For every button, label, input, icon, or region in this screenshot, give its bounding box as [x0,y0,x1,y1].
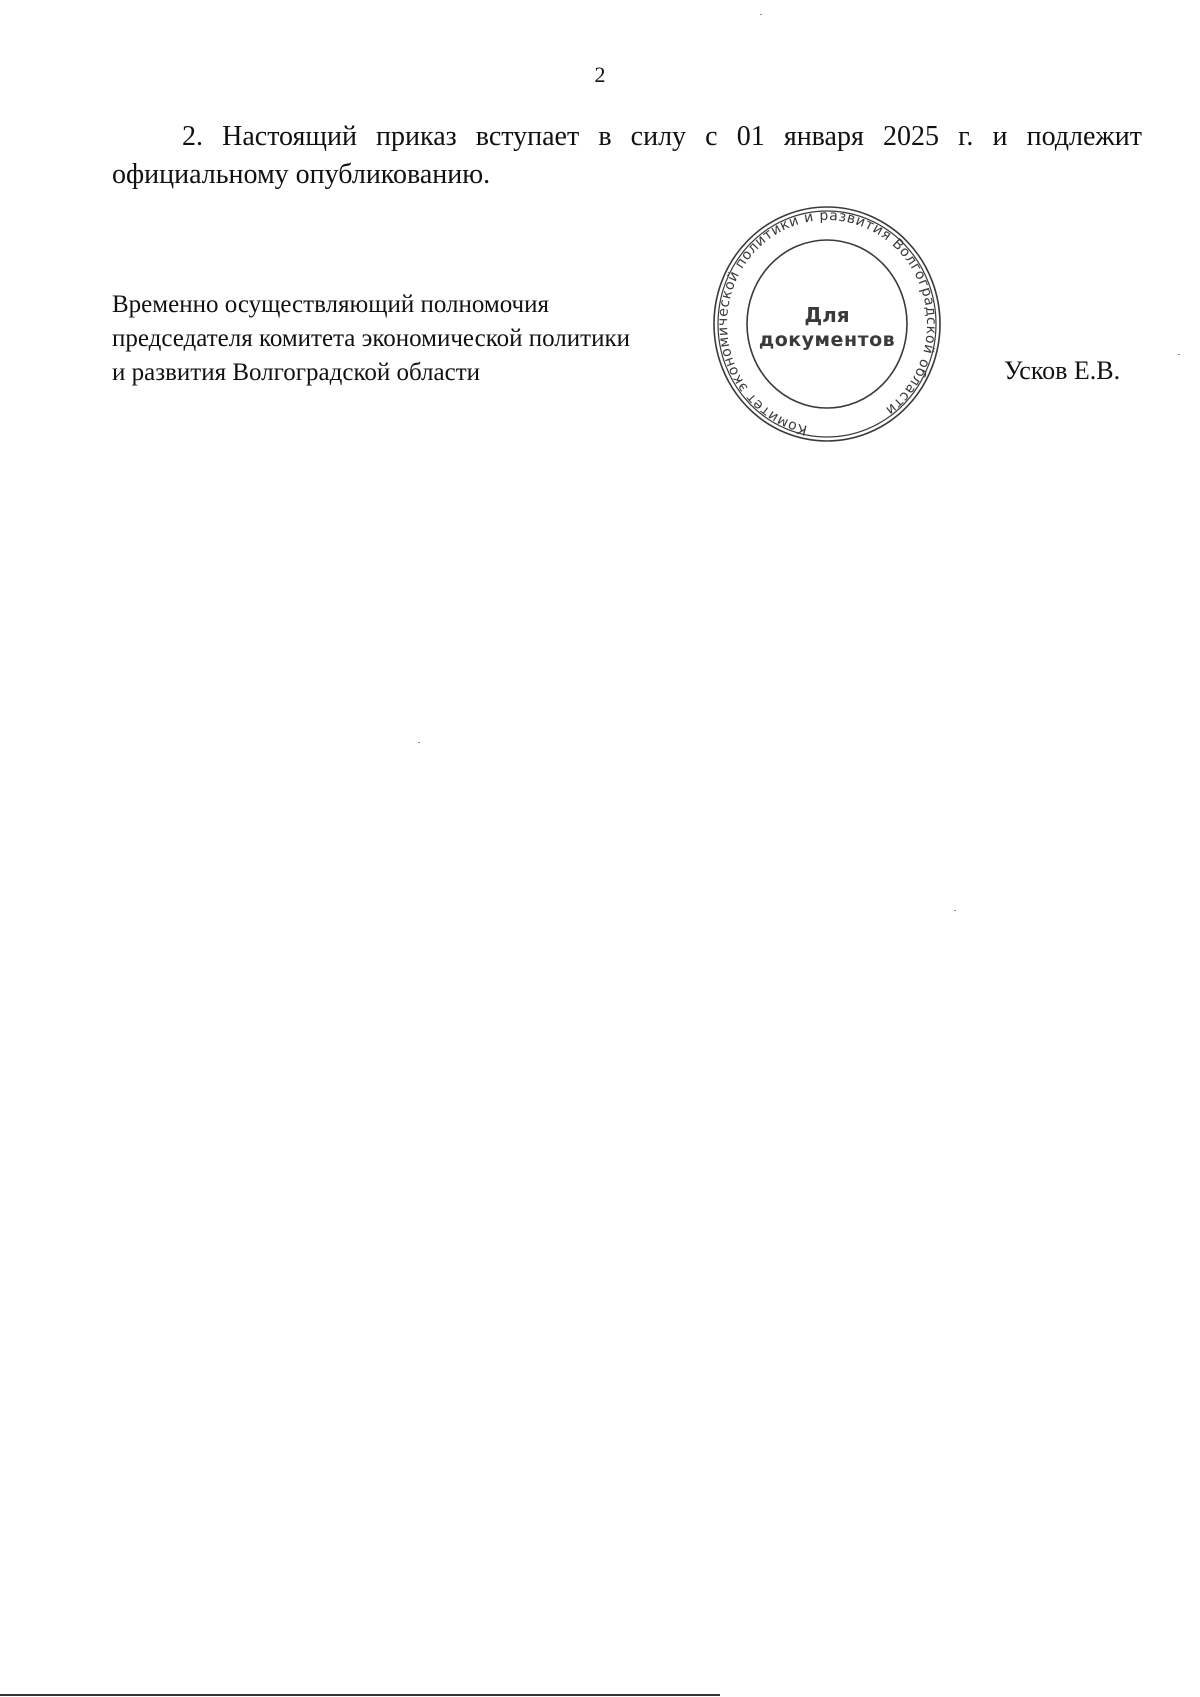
order-paragraph: 2. Настоящий приказ вступает в силу с 01 января 2025 г. и подлежит официальному опубликованию. [112,121,1142,190]
seal-center-line-2: документов [758,329,896,351]
signatory-name: Усков Е.В. [1004,356,1121,385]
signatory-position-line-3: и развития Волгоградской области [112,359,481,386]
scan-speck [760,14,762,15]
scan-speck [1178,354,1180,355]
seal-ring-text: Комитет экономической политики и развития Волгоградской области [714,207,940,438]
scan-bottom-edge [0,1694,720,1696]
seal-center-line-1: Для [804,303,850,327]
signatory-position [112,288,630,390]
page-number: 2 [594,62,606,87]
signatory-position-line-2: председателя комитета экономической политики [112,325,630,352]
signatory-position-line-1: Временно осуществляющий полномочия [112,291,550,318]
official-seal-stamp [712,204,942,444]
scan-speck [954,910,956,911]
scan-speck [418,742,420,743]
